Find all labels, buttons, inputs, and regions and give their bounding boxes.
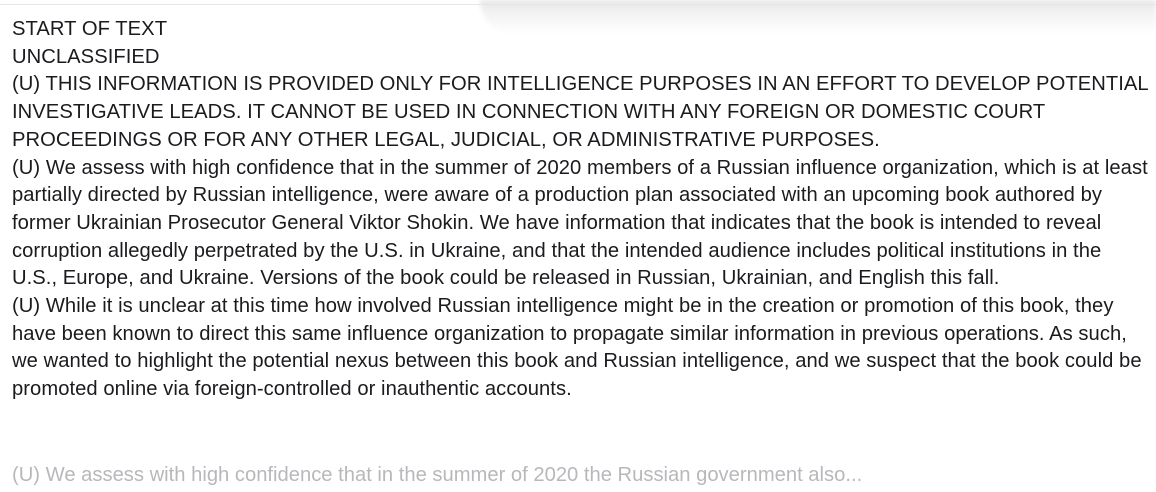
cut-off-line bbox=[12, 460, 1148, 486]
classification-label: UNCLASSIFIED bbox=[12, 45, 160, 68]
document-body bbox=[12, 16, 1148, 404]
start-marker: START OF TEXT bbox=[12, 18, 168, 40]
top-rule bbox=[0, 4, 1156, 5]
paragraph-intelligence-nexus: (U) While it is unclear at this time how involved Russian intelligence might be in the creation or promotion of this book, they have been known to direct this same influence organization to propagate similar information in previous operations. As such, we wanted to highlight the potential nexus between this book and Russian intelligence, and we suspect that the book could be promoted online via foreign-controlled or inauthentic accounts. bbox=[12, 295, 1142, 401]
paragraph-disclaimer: (U) THIS INFORMATION IS PROVIDED ONLY FOR INTELLIGENCE PURPOSES IN AN EFFORT TO DEVELOP POTENTIAL INVESTIGATIVE LEADS. IT CANNOT BE USED IN CONNECTION WITH ANY FOREIGN OR DOMESTIC COURT PROCEEDINGS OR FOR ANY OTHER LEGAL, JUDICIAL, OR ADMINISTRATIVE PURPOSES. bbox=[12, 73, 1148, 151]
paragraph-assessment: (U) We assess with high confidence that in the summer of 2020 members of a Russian influence organization, which is at least partially directed by Russian intelligence, were aware of a production plan associated with an upcoming book authored by former Ukrainian Prosecutor General Viktor Shokin. We have information that indicates that the book is intended to reveal corruption allegedly perpetrated by the U.S. in Ukraine, and that the intended audience includes political institutions in the U.S., Europe, and Ukraine. Versions of the book could be released in Russian, Ukrainian, and English this fall. bbox=[12, 156, 1148, 290]
cut-off-line-text: (U) We assess with high confidence that in the summer of 2020 the Russian government also... bbox=[12, 464, 863, 486]
